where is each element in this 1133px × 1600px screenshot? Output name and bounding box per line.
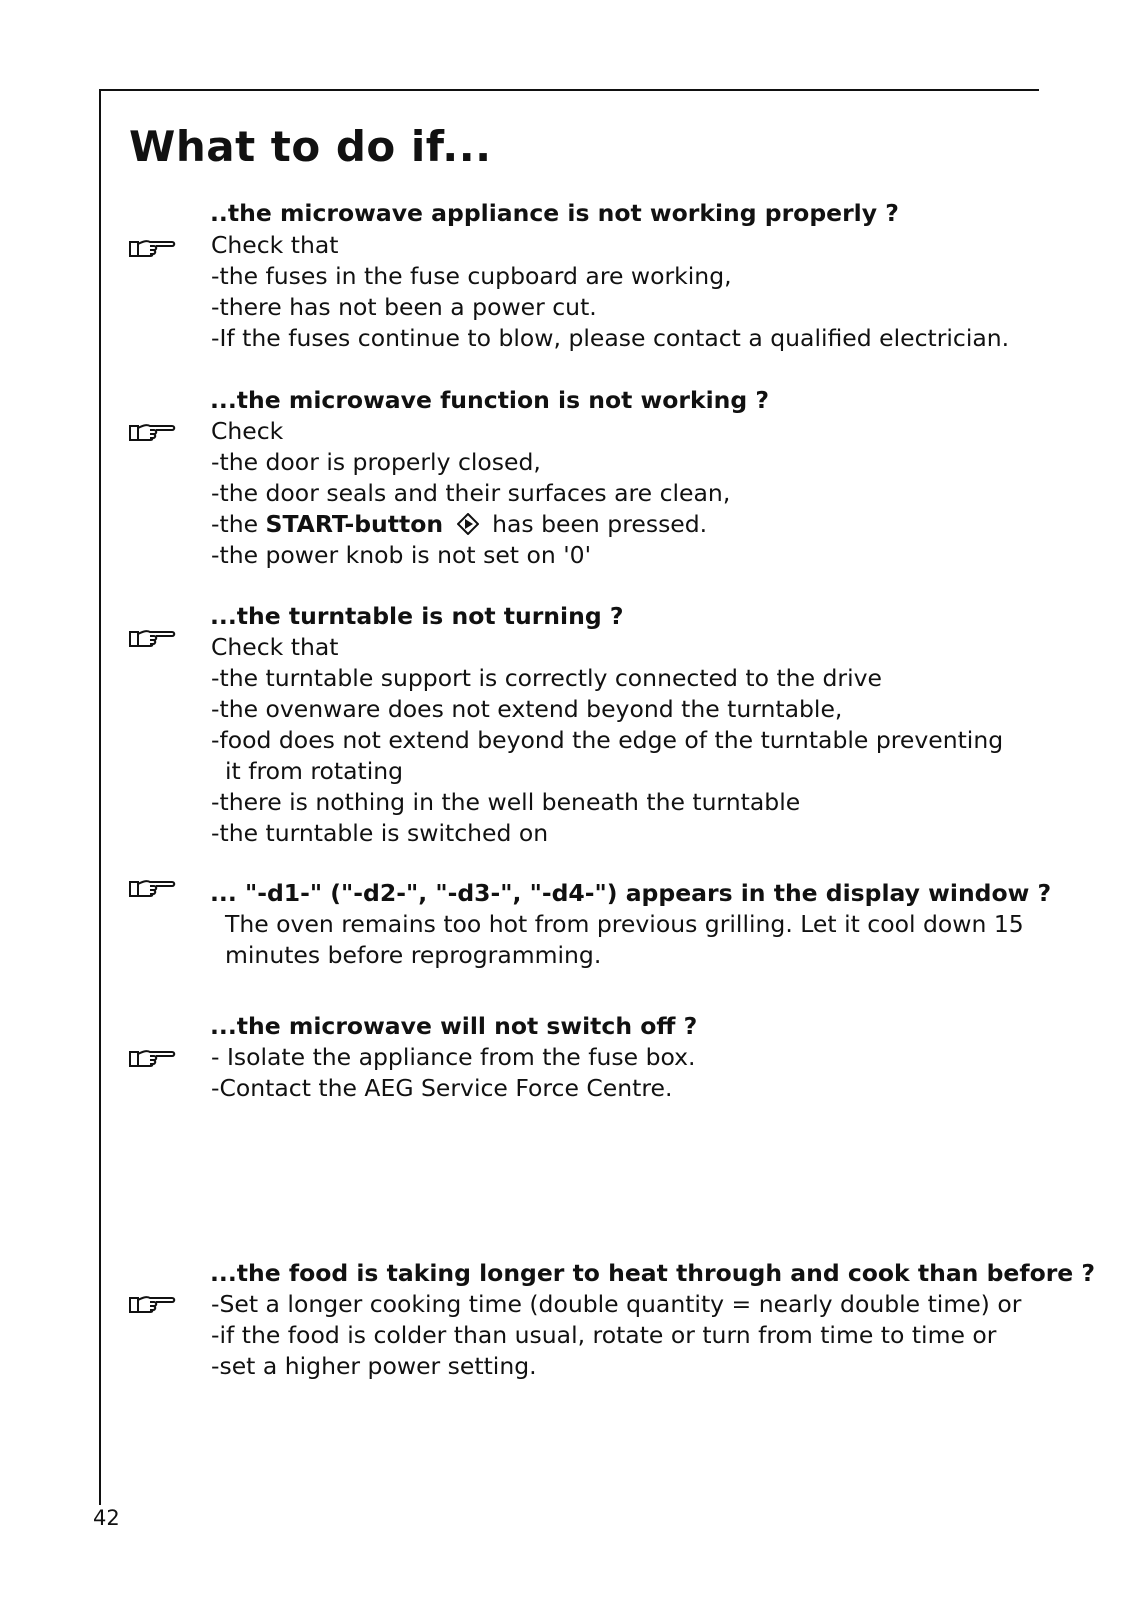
section-line: -the fuses in the fuse cupboard are working,: [211, 262, 732, 290]
section-question: ...the turntable is not turning ?: [210, 602, 624, 630]
section-line: -the turntable is switched on: [211, 819, 549, 847]
section-line: -there is nothing in the well beneath the turntable: [211, 788, 801, 816]
section-line: -the power knob is not set on '0': [211, 541, 592, 569]
section-line: -the turntable support is correctly connected to the drive: [211, 664, 882, 692]
pointing-hand-icon: [128, 1292, 178, 1318]
section-line: -food does not extend beyond the edge of the turntable preventing: [211, 726, 1004, 754]
section-line: -If the fuses continue to blow, please contact a qualified electrician.: [211, 324, 1010, 352]
section-line: -set a higher power setting.: [211, 1352, 537, 1380]
section-line: -the door seals and their surfaces are clean,: [211, 479, 731, 507]
section-line: -the ovenware does not extend beyond the turntable,: [211, 695, 843, 723]
section-line: -if the food is colder than usual, rotate or turn from time to time or: [211, 1321, 997, 1349]
section-question: ...the food is taking longer to heat through and cook than before ?: [210, 1259, 1096, 1287]
section-line: Check that: [211, 231, 339, 259]
section-question: ...the microwave function is not working ?: [210, 386, 770, 414]
section-line: [211, 510, 707, 538]
pointing-hand-icon: [128, 236, 178, 262]
line-prefix: -the: [211, 510, 259, 538]
section-question: ...the microwave will not switch off ?: [210, 1012, 698, 1040]
section-question: ... "-d1-" ("-d2-", "-d3-", "-d4-") appears in the display window ?: [210, 879, 1052, 907]
section-line: -there has not been a power cut.: [211, 293, 597, 321]
section-line: -Contact the AEG Service Force Centre.: [211, 1074, 673, 1102]
section-line: - Isolate the appliance from the fuse box.: [211, 1043, 696, 1071]
section-line: The oven remains too hot from previous grilling. Let it cool down 15: [225, 910, 1024, 938]
pointing-hand-icon: [128, 420, 178, 446]
pointing-hand-icon: [128, 626, 178, 652]
line-suffix: has been pressed.: [492, 510, 708, 538]
section-question: ..the microwave appliance is not working properly ?: [210, 199, 899, 227]
page-number: 42: [93, 1506, 120, 1530]
section-line: minutes before reprogramming.: [225, 941, 602, 969]
section-line: Check: [211, 417, 284, 445]
top-rule: [99, 89, 1039, 91]
pointing-hand-icon: [128, 1046, 178, 1072]
left-rule: [99, 89, 101, 1505]
start-button-label: START-button: [265, 510, 444, 538]
section-line: -Set a longer cooking time (double quantity = nearly double time) or: [211, 1290, 1022, 1318]
section-line: -the door is properly closed,: [211, 448, 541, 476]
page-title: What to do if...: [129, 122, 492, 171]
section-line: it from rotating: [225, 757, 404, 785]
section-line: Check that: [211, 633, 339, 661]
pointing-hand-icon: [128, 876, 178, 902]
start-button-icon: [457, 513, 479, 535]
